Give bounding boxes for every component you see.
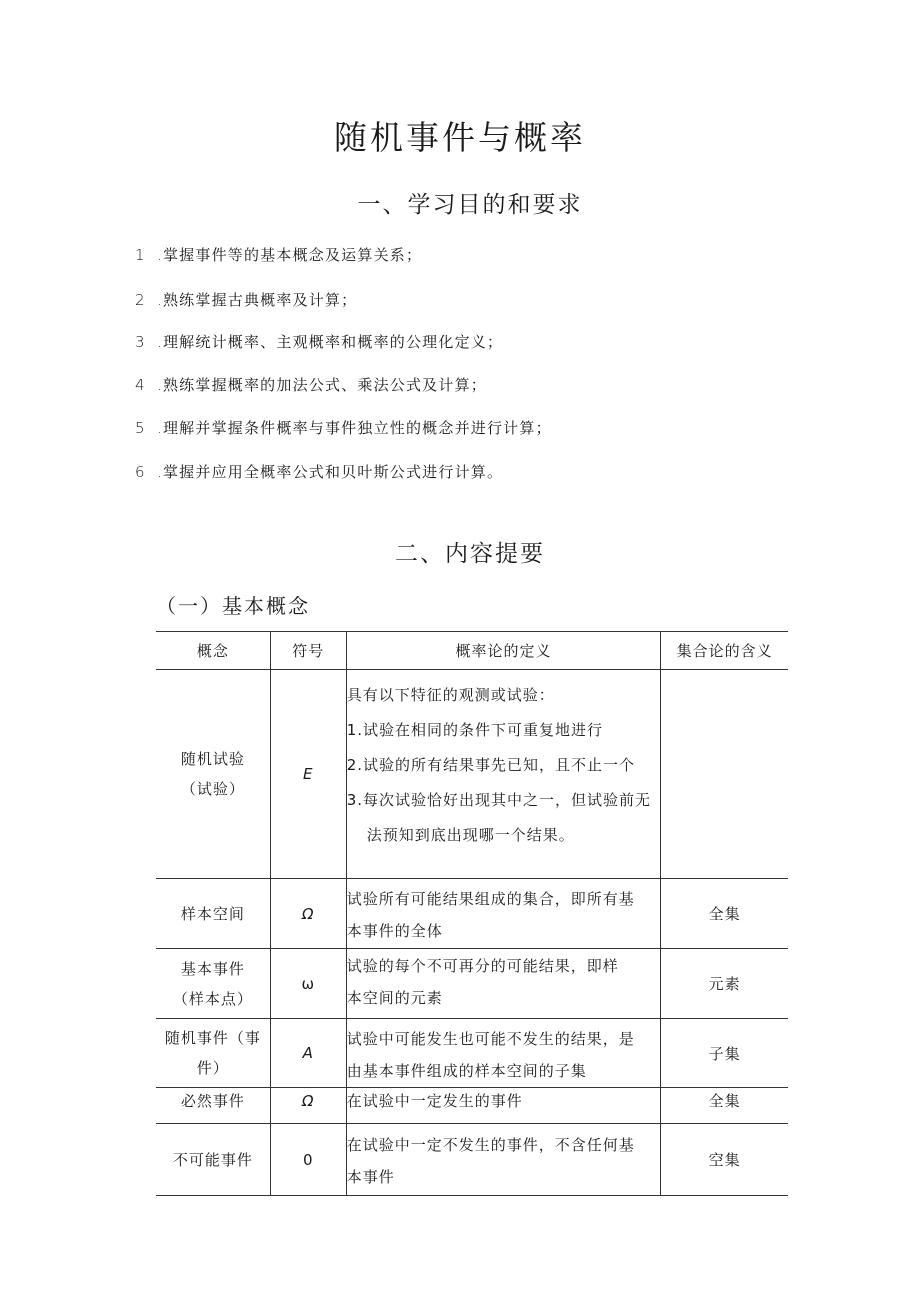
cell-concept <box>156 949 270 1019</box>
concept-line: 件） <box>196 1059 229 1077</box>
cell-definition <box>346 670 660 879</box>
cell-concept: 不可能事件 <box>172 1151 253 1169</box>
cell-definition <box>346 1019 660 1088</box>
cell-concept: 必然事件 <box>180 1092 245 1110</box>
definition-line: 3.每次试验恰好出现其中之一，但试验前无 <box>346 791 652 809</box>
definition-line: 本空间的元素 <box>346 989 443 1007</box>
cell-definition <box>346 1088 660 1124</box>
objective-text: .熟练掌握古典概率及计算； <box>157 291 358 309</box>
cell-symbol: ω <box>270 949 346 1019</box>
cell-definition <box>346 1124 660 1196</box>
objective-item <box>135 417 552 438</box>
header-definition: 概率论的定义 <box>346 632 660 670</box>
cell-set-meaning <box>661 670 788 879</box>
subsection-heading: （一）基本概念 <box>156 594 310 618</box>
concept-line: （试验） <box>180 780 245 798</box>
table-header-row <box>156 632 788 670</box>
concept-line: 随机试验 <box>180 750 245 768</box>
page-title: 随机事件与概率 <box>334 118 586 157</box>
cell-set-meaning: 全集 <box>661 1088 788 1124</box>
objective-text: .掌握事件等的基本概念及运算关系； <box>157 246 423 264</box>
objective-number: 1 <box>135 246 146 264</box>
concepts-table <box>156 631 788 1196</box>
table-row <box>156 1124 788 1196</box>
objective-number: 6 <box>135 463 146 481</box>
concept-line: （样本点） <box>172 989 253 1008</box>
cell-symbol: Ω <box>270 1088 346 1124</box>
objective-item <box>135 289 357 310</box>
table-row <box>156 1019 788 1088</box>
table-row <box>156 670 788 879</box>
section-heading-contents: 二、内容提要 <box>395 541 545 567</box>
cell-set-meaning: 空集 <box>661 1124 788 1196</box>
section-heading-objectives: 一、学习目的和要求 <box>357 192 583 218</box>
definition-line: 本事件 <box>346 1168 395 1186</box>
definition-line: 试验的每个不可再分的可能结果，即样 <box>346 957 619 975</box>
header-set-meaning: 集合论的含义 <box>661 632 788 670</box>
cell-definition <box>346 949 660 1019</box>
objective-item <box>135 244 422 265</box>
objective-number: 5 <box>135 419 146 437</box>
cell-definition <box>346 879 660 949</box>
cell-set-meaning: 子集 <box>661 1019 788 1088</box>
objective-text: .熟练掌握概率的加法公式、乘法公式及计算； <box>157 376 487 394</box>
cell-symbol: Ω <box>270 879 346 949</box>
cell-concept <box>156 670 270 879</box>
definition-line: 在试验中一定发生的事件 <box>346 1092 523 1110</box>
definition-line: 试验所有可能结果组成的集合，即所有基 <box>346 890 635 908</box>
definition-line: 1.试验在相同的条件下可重复地进行 <box>346 721 604 739</box>
definition-line: 2.试验的所有结果事先已知，且不止一个 <box>346 756 636 774</box>
concept-line: 基本事件 <box>180 959 245 978</box>
objective-number: 4 <box>135 376 146 394</box>
cell-symbol: E <box>270 670 346 879</box>
definition-line: 在试验中一定不发生的事件，不含任何基 <box>346 1136 635 1154</box>
definition-line: 法预知到底出现哪一个结果。 <box>366 826 575 844</box>
definition-line: 本事件的全体 <box>346 922 443 940</box>
cell-set-meaning: 元素 <box>661 949 788 1019</box>
cell-symbol: A <box>270 1019 346 1088</box>
objective-item <box>135 461 503 482</box>
table-row <box>156 1088 788 1124</box>
cell-symbol: 0 <box>270 1124 346 1196</box>
objective-item <box>135 374 487 395</box>
objective-text: .理解并掌握条件概率与事件独立性的概念并进行计算； <box>157 419 552 437</box>
objective-number: 2 <box>135 291 146 309</box>
objective-number: 3 <box>135 333 146 351</box>
definition-line: 试验中可能发生也可能不发生的结果，是 <box>346 1030 635 1048</box>
table-row <box>156 879 788 949</box>
cell-set-meaning: 全集 <box>661 879 788 949</box>
cell-concept: 样本空间 <box>180 905 245 923</box>
objective-item <box>135 331 503 352</box>
definition-line: 具有以下特征的观测或试验： <box>346 686 555 704</box>
header-symbol: 符号 <box>270 632 346 670</box>
cell-concept <box>156 1019 270 1088</box>
objective-text: .理解统计概率、主观概率和概率的公理化定义； <box>157 333 504 351</box>
table-row <box>156 949 788 1019</box>
definition-line: 由基本事件组成的样本空间的子集 <box>346 1062 587 1080</box>
concept-line: 随机事件（事 <box>164 1029 261 1047</box>
header-concept: 概念 <box>196 642 229 660</box>
objective-text: .掌握并应用全概率公式和贝叶斯公式进行计算。 <box>157 463 504 481</box>
